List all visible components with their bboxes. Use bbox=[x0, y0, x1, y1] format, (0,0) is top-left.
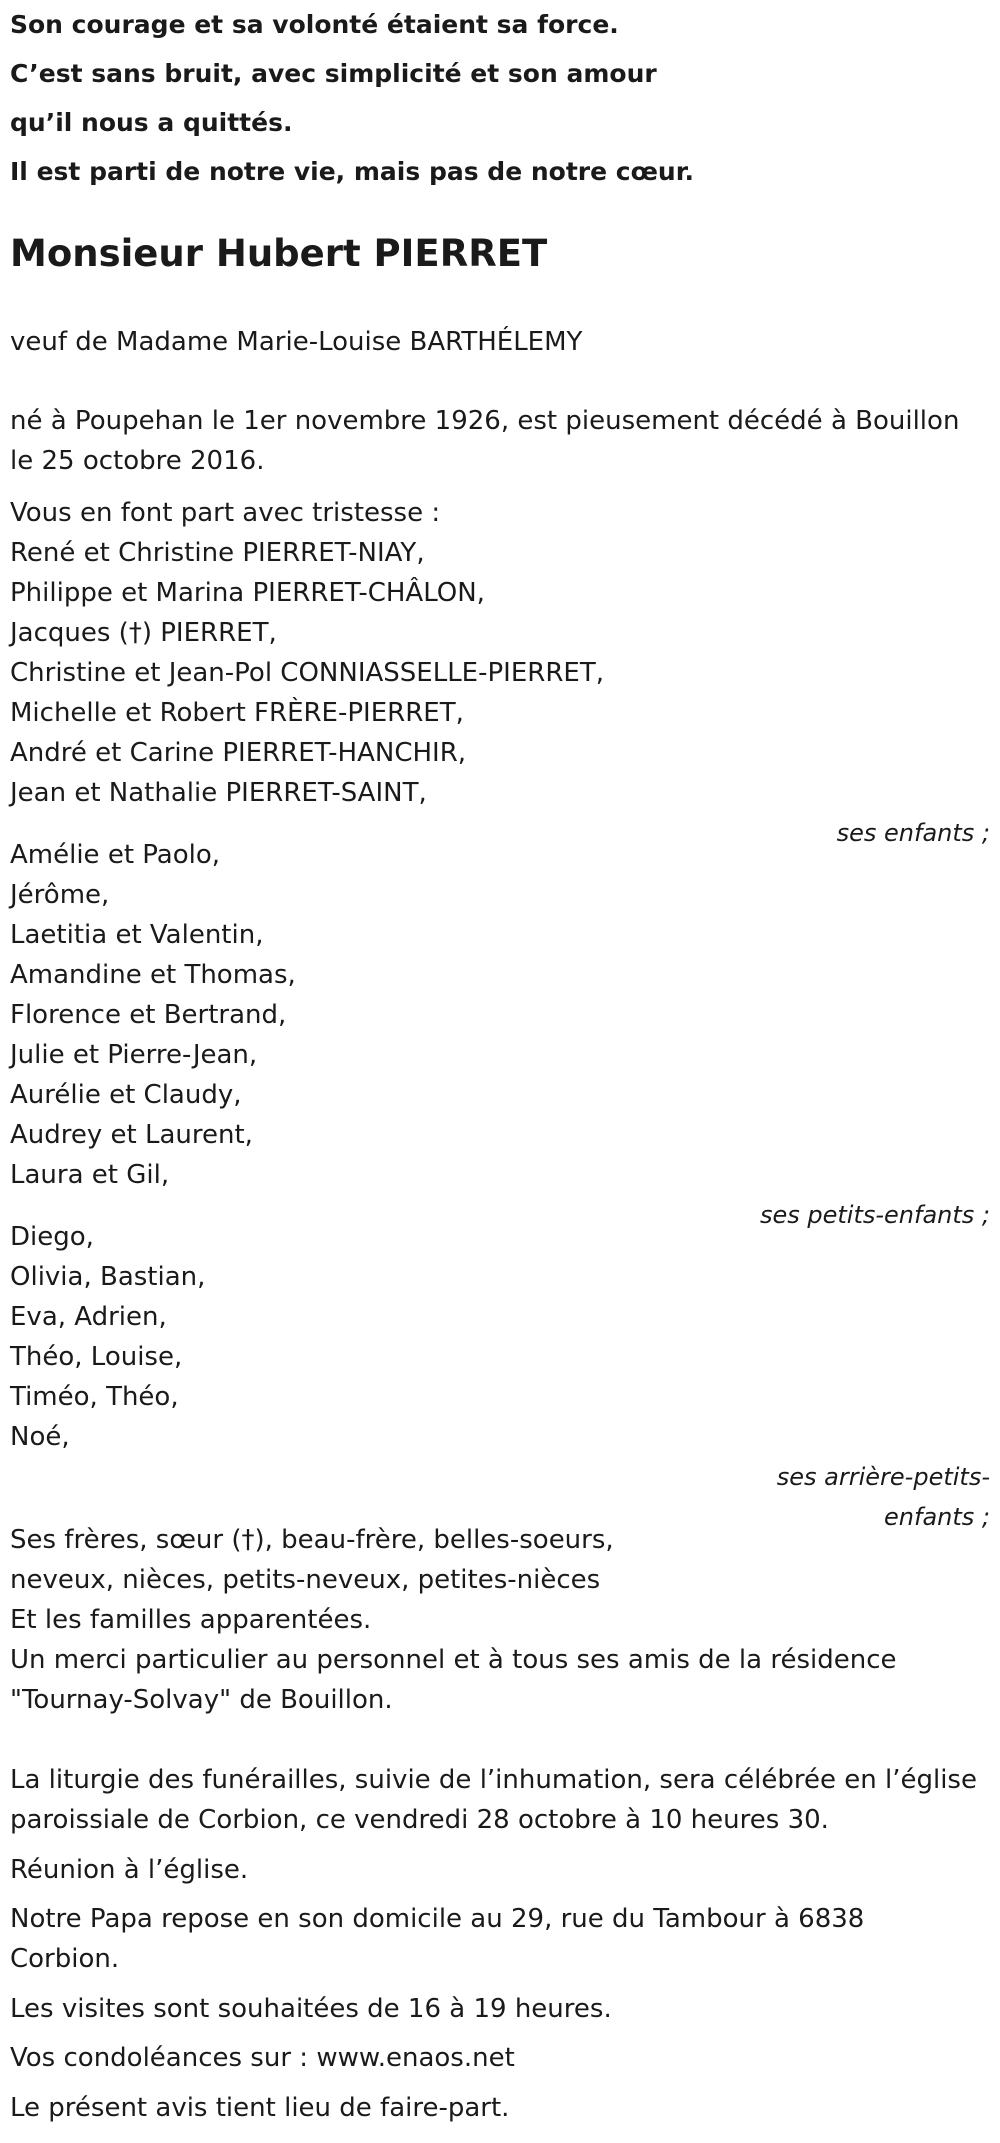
great-grandchild-line: Eva, Adrien, bbox=[10, 1302, 167, 1332]
grandchild-line: Audrey et Laurent, bbox=[10, 1120, 253, 1150]
closing-block bbox=[10, 2088, 990, 2128]
children-block bbox=[10, 493, 990, 853]
family-line: "Tournay-Solvay" de Bouillon. bbox=[10, 1685, 393, 1715]
rest-place-line: Corbion. bbox=[10, 1944, 120, 1974]
child-line: René et Christine PIERRET-NIAY, bbox=[10, 538, 425, 568]
deceased-name: Monsieur Hubert PIERRET bbox=[10, 232, 548, 275]
grandchild-line: Laura et Gil, bbox=[10, 1160, 170, 1190]
great-grandchild-line: Timéo, Théo, bbox=[10, 1382, 179, 1412]
announce-intro: Vous en font part avec tristesse : bbox=[10, 498, 441, 528]
meeting-block bbox=[10, 1850, 990, 1890]
family-line: Ses frères, sœur (†), beau-frère, belles-soeurs, bbox=[10, 1525, 614, 1555]
family-block bbox=[10, 1520, 990, 1720]
great-grandchild-line: Olivia, Bastian, bbox=[10, 1262, 206, 1292]
quote-line: Il est parti de notre vie, mais pas de notre cœur. bbox=[10, 157, 694, 186]
child-line: Jacques (†) PIERRET, bbox=[10, 618, 277, 648]
condolences-block bbox=[10, 2038, 990, 2078]
great-grandchild-line: Noé, bbox=[10, 1422, 70, 1452]
ceremony-line: La liturgie des funérailles, suivie de l’inhumation, sera célébrée en l’église bbox=[10, 1765, 977, 1795]
rest-place-block bbox=[10, 1899, 990, 1979]
condolences-line: Vos condoléances sur : www.enaos.net bbox=[10, 2043, 515, 2073]
quote-line: qu’il nous a quittés. bbox=[10, 108, 293, 137]
great-grandchildren-label-line: ses arrière-petits- bbox=[776, 1463, 990, 1491]
rest-place-line: Notre Papa repose en son domicile au 29, rue du Tambour à 6838 bbox=[10, 1904, 865, 1934]
grandchild-line: Amandine et Thomas, bbox=[10, 960, 296, 990]
widower-line-block bbox=[10, 322, 990, 362]
ceremony-block bbox=[10, 1760, 990, 1840]
grandchild-line: Jérôme, bbox=[10, 880, 110, 910]
ceremony-line: paroissiale de Corbion, ce vendredi 28 octobre à 10 heures 30. bbox=[10, 1805, 829, 1835]
great-grandchildren-block bbox=[10, 1217, 990, 1537]
family-line: Un merci particulier au personnel et à tous ses amis de la résidence bbox=[10, 1645, 897, 1675]
child-line: Michelle et Robert FRÈRE-PIERRET, bbox=[10, 698, 464, 728]
opening-quote bbox=[10, 0, 990, 196]
meeting-line: Réunion à l’église. bbox=[10, 1855, 249, 1885]
child-line: André et Carine PIERRET-HANCHIR, bbox=[10, 738, 467, 768]
child-line: Christine et Jean-Pol CONNIASSELLE-PIERRET, bbox=[10, 658, 604, 688]
child-line: Jean et Nathalie PIERRET-SAINT, bbox=[10, 778, 427, 808]
birth-death-line: né à Poupehan le 1er novembre 1926, est pieusement décédé à Bouillon bbox=[10, 406, 960, 436]
great-grandchildren-label-line: enfants ; bbox=[884, 1503, 990, 1531]
birth-death-line: le 25 octobre 2016. bbox=[10, 446, 265, 476]
widower-line: veuf de Madame Marie-Louise BARTHÉLEMY bbox=[10, 327, 583, 357]
great-grandchild-line: Théo, Louise, bbox=[10, 1342, 183, 1372]
family-line: Et les familles apparentées. bbox=[10, 1605, 372, 1635]
family-line: neveux, nièces, petits-neveux, petites-nièces bbox=[10, 1565, 601, 1595]
grandchild-line: Julie et Pierre-Jean, bbox=[10, 1040, 258, 1070]
grandchildren-block bbox=[10, 835, 990, 1235]
grandchild-line: Florence et Bertrand, bbox=[10, 1000, 287, 1030]
quote-line: C’est sans bruit, avec simplicité et son amour bbox=[10, 59, 657, 88]
child-line: Philippe et Marina PIERRET-CHÂLON, bbox=[10, 578, 485, 608]
visits-line: Les visites sont souhaitées de 16 à 19 heures. bbox=[10, 1994, 612, 2024]
closing-line: Le présent avis tient lieu de faire-part. bbox=[10, 2093, 510, 2123]
children-label: ses enfants ; bbox=[836, 819, 990, 847]
grandchild-line: Aurélie et Claudy, bbox=[10, 1080, 242, 1110]
birth-death-block bbox=[10, 401, 990, 481]
great-grandchild-line: Diego, bbox=[10, 1222, 94, 1252]
quote-line: Son courage et sa volonté étaient sa force. bbox=[10, 10, 619, 39]
grandchild-line: Amélie et Paolo, bbox=[10, 840, 221, 870]
visits-block bbox=[10, 1989, 990, 2029]
grandchild-line: Laetitia et Valentin, bbox=[10, 920, 264, 950]
grandchildren-label: ses petits-enfants ; bbox=[759, 1201, 990, 1229]
